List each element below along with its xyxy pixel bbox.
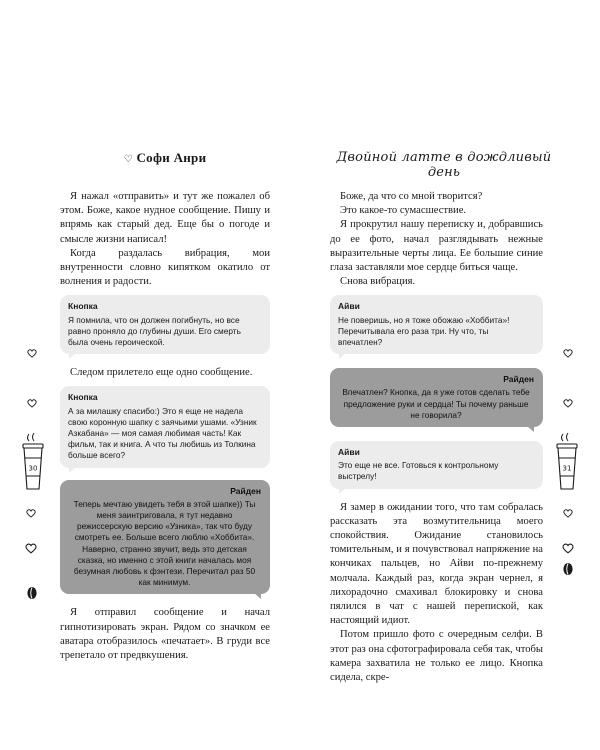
cup-number: 30 [28, 464, 38, 473]
chat-text: Теперь мечтаю увидеть тебя в этой шапке)) Ты меня заинтриговала, я тут недавно режиссерскую версию «Узника», так что буду смотреть ее. Больше всего люблю «Хоббита». Наверно, странно звучит, ведь это детская сказка, но именно с этой книги началась моя безумная любовь к фэнтези. Перечитал раз 50 как минимум. [73, 498, 256, 588]
paragraph: Я отправил сообщение и начал гипнотизировать экран. Рядом со значком ее аватара отобразилось «печатает». В груди все трепетало от предвкушения. [60, 607, 270, 662]
paragraph: Я нажал «отправить» и тут же пожалел об этом. Боже, какое нудное сообщение. Пишу и впрямь как старый дед. Еще бы о погоде и смысле жизни написал! [60, 191, 270, 245]
paragraph: Это какое-то сумасшествие. [340, 205, 467, 217]
chat-message-ivy-2 [330, 441, 543, 489]
chat-message-raiden [60, 480, 270, 595]
coffee-cup-icon [552, 432, 582, 492]
coffee-bean-icon [562, 562, 574, 576]
right-text-column [330, 190, 543, 685]
chat-sender: Айви [338, 301, 360, 312]
paragraph: Я замер в ожидании того, что там собралась рассказать эта возмутительница моего спокойствия. Ожидание становилось томительным, и я почувствовал напряжение на кончиках пальцев, но Айви по-прежнему молчала. Каждый раз, когда экран чернел, я лихорадочно смахивал блокировку и снова пялился в чат с нашей перепиской, как настоящий идиот. [330, 501, 543, 627]
chat-text: А за милашку спасибо:) Это я еще не надела свою коронную шапку с заячьими ушами. «Узник Азкабана» — моя самая любимая часть! Как фильм, так и книга. А что ты любишь из Толкина больше всего? [68, 405, 257, 461]
chat-message-raiden [330, 368, 543, 427]
heart-icon [27, 348, 37, 358]
heart-icon [563, 348, 573, 358]
paragraph: Следом прилетело еще одно сообщение. [70, 367, 253, 379]
heart-icon [562, 542, 574, 554]
coffee-bean-icon [26, 586, 38, 600]
chat-text: Не поверишь, но я тоже обожаю «Хоббита»! Перечитывала его раза три. Ну что, ты впечатлен? [338, 314, 510, 348]
heart-icon [26, 508, 36, 518]
chat-text: Это еще не все. Готовься к контрольному выстрелу! [338, 460, 499, 482]
heart-icon [563, 508, 573, 518]
chat-sender: Айви [338, 447, 360, 458]
chat-sender: Кнопка [68, 301, 98, 312]
chat-message-knopka-2 [60, 386, 270, 467]
running-head-left-text: Софи Анри [136, 150, 207, 165]
chat-sender: Кнопка [68, 392, 98, 403]
cup-number: 31 [562, 464, 572, 473]
coffee-cup-icon [18, 432, 48, 492]
chat-sender: Райден [503, 374, 534, 385]
heart-icon [27, 398, 37, 408]
running-head-left [60, 150, 270, 166]
chat-message-knopka-1 [60, 295, 270, 354]
paragraph: Я прокрутил нашу переписку и, добравшись до ее фото, начал разглядывать нежные выразительные черты лица. Ее большие синие глаза заставляли мое сердце биться чаще. [330, 219, 543, 274]
paragraph: Боже, да что со мной творится? [340, 191, 483, 202]
chat-message-ivy-1 [330, 295, 543, 354]
running-head-right [330, 150, 558, 180]
heart-icon [563, 398, 573, 408]
chat-text: Я помнила, что он должен погибнуть, но все равно проняло до глубины души. Его смерть была очень героической. [68, 314, 241, 348]
paragraph: Потом пришло фото с очередным селфи. В этот раз она сфотографировала себя так, чтобы камера захватила не только ее лицо. Кнопка сидела, скре- [330, 629, 543, 684]
running-head-right-text: Двойной латте в дождливый день [336, 150, 552, 180]
left-text-column [60, 190, 270, 663]
heart-icon: ♡ [123, 154, 133, 165]
chat-sender: Райден [230, 485, 261, 496]
chat-text: Впечатлен? Кнопка, да я уже готов сделать тебе предложение руки и сердца! Ты почему раньше не говорила? [342, 387, 530, 420]
paragraph: Снова вибрация. [340, 276, 416, 288]
paragraph: Когда раздалась вибрация, мои внутренности словно кипятком окатило от волнения и радости. [60, 247, 270, 288]
heart-icon [25, 542, 37, 554]
